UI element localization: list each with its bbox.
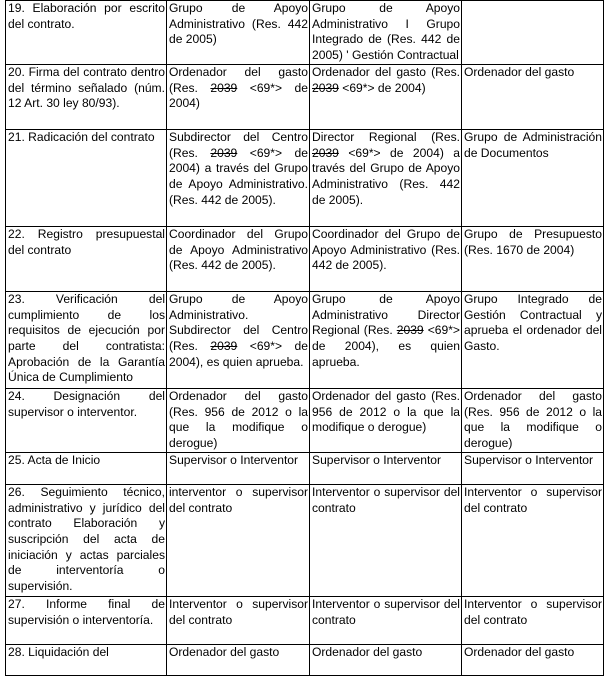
activity-cell: 26. Seguimiento técnico, administrativo y jurídico del contrato Elaboración y suscripción del acta de iniciación y actas parciales de interventoría o supervisión. bbox=[6, 484, 167, 596]
responsible-cell-4: Interventor o supervisor del contrato bbox=[462, 484, 604, 596]
responsible-cell-2: Ordenador del gasto (Res. 956 de 2012 o la que la modifique o derogue) bbox=[167, 388, 310, 452]
table-row bbox=[6, 129, 604, 226]
responsible-cell-4: Ordenador del gasto (Res. 956 de 2012 o la que la modifique o derogue) bbox=[462, 388, 604, 452]
struck-resolution-number: 2039 bbox=[312, 80, 339, 95]
activity-cell: 28. Liquidación del bbox=[6, 644, 167, 675]
cell-text: <69*> de 2004) bbox=[338, 80, 426, 95]
responsible-cell-2: Coordinador del Grupo de Apoyo Administrativo (Res. 442 de 2005). bbox=[167, 226, 310, 291]
responsible-cell-4: Grupo de Presupuesto (Res. 1670 de 2004) bbox=[462, 226, 604, 291]
cell-text: Ordenador del gasto (Res. bbox=[169, 64, 308, 95]
cell-text: Ordenador del gasto (Res. bbox=[312, 64, 460, 79]
responsible-cell-3: Ordenador del gasto (Res. 956 de 2012 o la que la modifique o derogue) bbox=[310, 388, 462, 452]
activity-cell: 21. Radicación del contrato bbox=[6, 129, 167, 226]
table-row bbox=[6, 596, 604, 644]
table-row bbox=[6, 1, 604, 65]
struck-resolution-number: 2039 bbox=[312, 145, 339, 160]
responsible-cell-3: Coordinador del Grupo de Apoyo Administrativo (Res. 442 de 2005). bbox=[310, 226, 462, 291]
responsible-cell-3: Grupo de Apoyo Administrativo I Grupo Integrado de (Res. 442 de 2005) ' Gestión Contractual bbox=[310, 1, 462, 65]
table-row bbox=[6, 226, 604, 291]
cell-text: <69*> de 2004), es quien aprueba. bbox=[169, 338, 308, 369]
responsible-cell-3: Interventor o supervisor del contrato bbox=[310, 596, 462, 644]
responsible-cell-4: Interventor o supervisor del contrato bbox=[462, 596, 604, 644]
responsible-cell-3 bbox=[310, 129, 462, 226]
responsible-cell-3: Ordenador del gasto bbox=[310, 644, 462, 675]
responsibility-table bbox=[5, 0, 604, 676]
table-row bbox=[6, 644, 604, 675]
activity-cell: 20. Firma del contrato dentro del término señalado (núm. 12 Art. 30 ley 80/93). bbox=[6, 64, 167, 129]
responsible-cell-3: Supervisor o Interventor bbox=[310, 452, 462, 484]
responsible-cell-2: Ordenador del gasto bbox=[167, 644, 310, 675]
responsible-cell-2 bbox=[167, 129, 310, 226]
table-row bbox=[6, 64, 604, 129]
struck-resolution-number: 2039 bbox=[210, 80, 238, 95]
responsible-cell-4: Supervisor o Interventor bbox=[462, 452, 604, 484]
table-row bbox=[6, 452, 604, 484]
struck-resolution-number: 2039 bbox=[396, 323, 424, 338]
cell-text: <69*> de 2004) bbox=[169, 80, 308, 111]
responsible-cell-4: Ordenador del gasto bbox=[462, 64, 604, 129]
responsible-cell-2: Grupo de Apoyo Administrativo (Res. 442 de 2005) bbox=[167, 1, 310, 65]
activity-cell: 27. Informe final de supervisión o interventoría. bbox=[6, 596, 167, 644]
cell-text: Grupo de Apoyo Administrativo Director Regional (Res. bbox=[312, 291, 460, 338]
responsible-cell-4: Grupo de Administración de Documentos bbox=[462, 129, 604, 226]
responsible-cell-4: Ordenador del gasto bbox=[462, 644, 604, 675]
responsible-cell-4 bbox=[462, 1, 604, 65]
cell-text: Director Regional (Res. bbox=[312, 129, 460, 144]
activity-cell: 25. Acta de Inicio bbox=[6, 452, 167, 484]
responsible-cell-2 bbox=[167, 291, 310, 388]
responsible-cell-2: Supervisor o Interventor bbox=[167, 452, 310, 484]
responsible-cell-4: Grupo Integrado de Gestión Contractual y aprueba el ordenador del Gasto. bbox=[462, 291, 604, 388]
activity-cell: 22. Registro presupuestal del contrato bbox=[6, 226, 167, 291]
responsible-cell-2: Interventor o supervisor del contrato bbox=[167, 596, 310, 644]
cell-text: <69*> de 2004), es quien aprueba. bbox=[312, 323, 460, 369]
table-row bbox=[6, 484, 604, 596]
cell-text: Grupo de Apoyo Administrativo. Subdirector del Centro (Res. bbox=[169, 291, 308, 353]
cell-text: <69*> de 2004) a través del Grupo de Apoyo Administrativo. (Res. 442 de 2005). bbox=[169, 145, 308, 207]
struck-resolution-number: 2039 bbox=[210, 145, 238, 160]
responsible-cell-2 bbox=[167, 64, 310, 129]
struck-resolution-number: 2039 bbox=[210, 338, 238, 353]
responsible-cell-3: Interventor o supervisor del contrato bbox=[310, 484, 462, 596]
responsible-cell-3 bbox=[310, 64, 462, 129]
activity-cell: 24. Designación del supervisor o interventor. bbox=[6, 388, 167, 452]
table-row bbox=[6, 291, 604, 388]
cell-text: <69*> de 2004) a través del Grupo de Apoyo Administrativo (Res. 442 de 2005). bbox=[312, 145, 460, 207]
activity-cell: 23. Verificación del cumplimiento de los requisitos de ejecución por parte del contratista: Aprobación de la Garantía Única de Cumplimiento bbox=[6, 291, 167, 388]
activity-cell: 19. Elaboración por escrito del contrato. bbox=[6, 1, 167, 65]
cell-text: Subdirector del Centro (Res. bbox=[169, 129, 308, 160]
responsible-cell-2: interventor o supervisor del contrato bbox=[167, 484, 310, 596]
responsible-cell-3 bbox=[310, 291, 462, 388]
table-row bbox=[6, 388, 604, 452]
